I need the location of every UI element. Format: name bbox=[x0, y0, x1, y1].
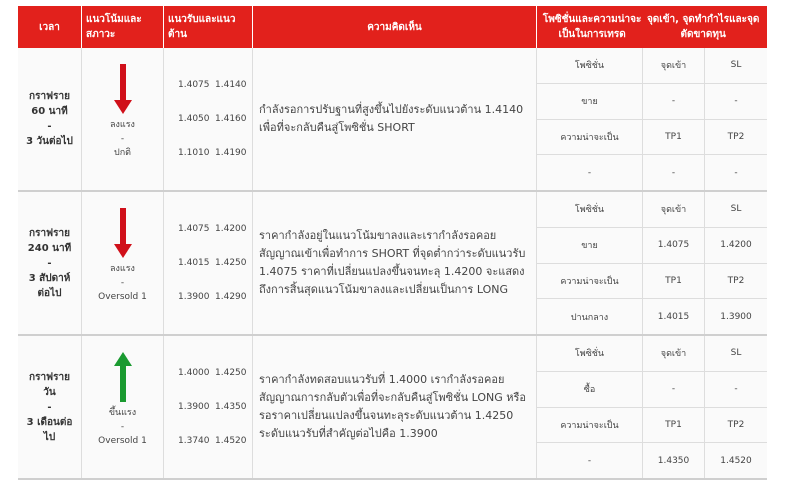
levels-cell bbox=[164, 336, 253, 478]
timeframe-text: - bbox=[47, 121, 52, 132]
position-value: - bbox=[643, 372, 705, 407]
arrow-down-icon bbox=[114, 208, 132, 258]
position-value: 1.4015 bbox=[643, 299, 705, 334]
position-value: TP2 bbox=[727, 275, 745, 286]
position-row bbox=[537, 155, 767, 190]
level-pair bbox=[178, 102, 252, 136]
level-pair bbox=[178, 390, 252, 424]
trend-strength: ลงแรง bbox=[110, 264, 135, 274]
timeframe-text: 240 นาที bbox=[27, 242, 72, 254]
trend-strength: ขึ้นแรง bbox=[108, 408, 137, 418]
position-value: ซื้อ bbox=[537, 372, 643, 407]
resistance-level: 1.4140 bbox=[215, 80, 247, 90]
header-entry-tp-sl: จุดเข้า, จุดทำกำไรและจุดตัดขาดทุน bbox=[646, 14, 760, 40]
resistance-level: 1.4250 bbox=[215, 368, 247, 378]
position-value: ความน่าจะเป็น bbox=[537, 264, 643, 299]
support-level: 1.4075 bbox=[178, 224, 210, 234]
timeframe-cell bbox=[18, 336, 82, 478]
level-pair bbox=[178, 246, 252, 280]
position-row bbox=[537, 192, 767, 228]
trend-cell bbox=[82, 336, 164, 478]
position-cell bbox=[537, 336, 767, 478]
timeframe-text: กราฟราย bbox=[29, 91, 70, 102]
position-row bbox=[537, 84, 767, 120]
resistance-level: 1.4250 bbox=[215, 258, 247, 268]
resistance-level: 1.4190 bbox=[215, 148, 247, 158]
position-value: - bbox=[643, 155, 705, 190]
trend-strength: ลงแรง bbox=[110, 120, 135, 130]
position-value: จุดเข้า bbox=[643, 192, 705, 227]
position-value: จุดเข้า bbox=[643, 48, 705, 83]
position-row bbox=[537, 48, 767, 84]
position-value: - bbox=[537, 155, 643, 190]
trend-state: Oversold 1 bbox=[98, 436, 147, 446]
comment-text: ราคากำลังอยู่ในแนวโน้มขาลงและเรากำลังรอคอยสัญญาณเข้าเพื่อทำการ SHORT ที่จุดต่ำกว่าระดับแนวรับ 1.4075 ราคาที่เปลี่ยนแปลงขึ้นจนทะลุ 1.4200 จะแสดงถึงการสิ้นสุดแนวโน้มขาลงและเปลี่ยนเป็นการ LONG bbox=[259, 229, 526, 296]
position-value: TP1 bbox=[643, 408, 705, 443]
level-pair bbox=[178, 68, 252, 102]
support-level: 1.1010 bbox=[178, 148, 210, 158]
position-value: SL bbox=[730, 204, 742, 215]
table-header bbox=[18, 6, 767, 48]
position-value: - bbox=[643, 84, 705, 119]
resistance-level: 1.4290 bbox=[215, 292, 247, 302]
level-pair bbox=[178, 136, 252, 170]
comment-cell bbox=[253, 336, 537, 478]
position-value: ขาย bbox=[537, 84, 643, 119]
levels-cell bbox=[164, 48, 253, 190]
position-value: 1.4350 bbox=[643, 443, 705, 478]
header-position-group bbox=[537, 6, 767, 48]
timeframe-text: ไป bbox=[43, 431, 56, 443]
levels-cell bbox=[164, 192, 253, 334]
position-value: โพซิชั่น bbox=[537, 336, 643, 371]
position-row bbox=[537, 264, 767, 300]
support-level: 1.4000 bbox=[178, 368, 210, 378]
position-value: จุดเข้า bbox=[643, 336, 705, 371]
timeframe-text: 3 วันต่อไป bbox=[26, 136, 73, 147]
position-row bbox=[537, 120, 767, 156]
position-row bbox=[537, 443, 767, 478]
trend-state: ปกติ bbox=[113, 148, 131, 158]
position-value: ความน่าจะเป็น bbox=[537, 120, 643, 155]
position-value: TP2 bbox=[727, 131, 745, 142]
position-value: TP1 bbox=[643, 120, 705, 155]
arrow-up-icon bbox=[114, 352, 132, 402]
comment-cell bbox=[253, 48, 537, 190]
table-row bbox=[18, 336, 767, 480]
trend-state: Oversold 1 bbox=[98, 292, 147, 302]
forecast-table bbox=[18, 6, 767, 480]
timeframe-text: 60 นาที bbox=[31, 106, 68, 117]
position-cell bbox=[537, 192, 767, 334]
position-value: - bbox=[734, 384, 738, 395]
timeframe-text: ต่อไป bbox=[37, 287, 62, 299]
position-cell bbox=[537, 48, 767, 190]
table-row bbox=[18, 192, 767, 336]
support-level: 1.4075 bbox=[178, 80, 210, 90]
position-value: โพซิชั่น bbox=[537, 192, 643, 227]
position-value: SL bbox=[730, 60, 742, 71]
table-row bbox=[18, 48, 767, 192]
support-level: 1.4050 bbox=[178, 114, 210, 124]
resistance-level: 1.4350 bbox=[215, 402, 247, 412]
position-value: - bbox=[734, 167, 738, 178]
position-row bbox=[537, 372, 767, 408]
position-value: 1.4075 bbox=[643, 228, 705, 263]
trend-dash: - bbox=[120, 278, 125, 288]
position-row bbox=[537, 299, 767, 334]
timeframe-text: 3 สัปดาห์ bbox=[28, 272, 71, 284]
position-value: ปานกลาง bbox=[537, 299, 643, 334]
comment-text: ราคากำลังทดสอบแนวรับที่ 1.4000 เรากำลังรอคอยสัญญาณการกลับตัวเพื่อที่จะกลับคืนสู่โพซิชั่น LONG หรือรอราคาเปลี่ยนแปลงขึ้นจนทะลุระดับแนวต้าน 1.4250 ระดับแนวรับที่สำคัญต่อไปคือ 1.3900 bbox=[259, 373, 527, 440]
header-time: เวลา bbox=[18, 6, 82, 48]
position-row bbox=[537, 228, 767, 264]
position-value: ความน่าจะเป็น bbox=[537, 408, 643, 443]
support-level: 1.3900 bbox=[178, 402, 210, 412]
level-pair bbox=[178, 356, 252, 390]
timeframe-text: - bbox=[47, 401, 52, 413]
position-value: 1.4520 bbox=[720, 455, 752, 466]
level-pair bbox=[178, 212, 252, 246]
timeframe-text: กราฟราย bbox=[29, 371, 70, 383]
position-row bbox=[537, 408, 767, 444]
position-value: โพซิชั่น bbox=[537, 48, 643, 83]
timeframe-cell bbox=[18, 48, 82, 190]
timeframe-text: กราฟราย bbox=[29, 227, 70, 239]
trend-cell bbox=[82, 48, 164, 190]
resistance-level: 1.4520 bbox=[215, 436, 247, 446]
trend-dash: - bbox=[120, 422, 125, 432]
support-level: 1.3740 bbox=[178, 436, 210, 446]
position-value: 1.3900 bbox=[720, 311, 752, 322]
header-comment: ความคิดเห็น bbox=[253, 6, 537, 48]
level-pair bbox=[178, 424, 252, 458]
comment-cell bbox=[253, 192, 537, 334]
position-value: TP1 bbox=[643, 264, 705, 299]
position-value: ขาย bbox=[537, 228, 643, 263]
trend-dash: - bbox=[120, 134, 125, 144]
timeframe-cell bbox=[18, 192, 82, 334]
position-value: - bbox=[537, 443, 643, 478]
resistance-level: 1.4160 bbox=[215, 114, 247, 124]
header-position: โพซิชั่นและความน่าจะเป็นในการเทรด bbox=[542, 14, 642, 40]
trend-cell bbox=[82, 192, 164, 334]
table-body bbox=[18, 48, 767, 480]
position-value: SL bbox=[730, 348, 742, 359]
support-level: 1.3900 bbox=[178, 292, 210, 302]
timeframe-text: วัน bbox=[43, 386, 56, 398]
timeframe-text: 3 เดือนต่อ bbox=[26, 416, 73, 428]
position-value: 1.4200 bbox=[720, 240, 752, 251]
position-row bbox=[537, 336, 767, 372]
comment-text: กำลังรอการปรับฐานที่สูงขึ้นไปยังระดับแนวต้าน 1.4140 เพื่อที่จะกลับคืนสู่โพซิชั่น SHORT bbox=[259, 103, 524, 134]
arrow-down-icon bbox=[114, 64, 132, 114]
resistance-level: 1.4200 bbox=[215, 224, 247, 234]
header-levels: แนวรับและแนวต้าน bbox=[164, 6, 253, 48]
position-value: TP2 bbox=[727, 419, 745, 430]
header-trend: แนวโน้มและสภาวะ bbox=[82, 6, 164, 48]
support-level: 1.4015 bbox=[178, 258, 210, 268]
level-pair bbox=[178, 280, 252, 314]
position-value: - bbox=[734, 96, 738, 107]
timeframe-text: - bbox=[47, 257, 52, 269]
